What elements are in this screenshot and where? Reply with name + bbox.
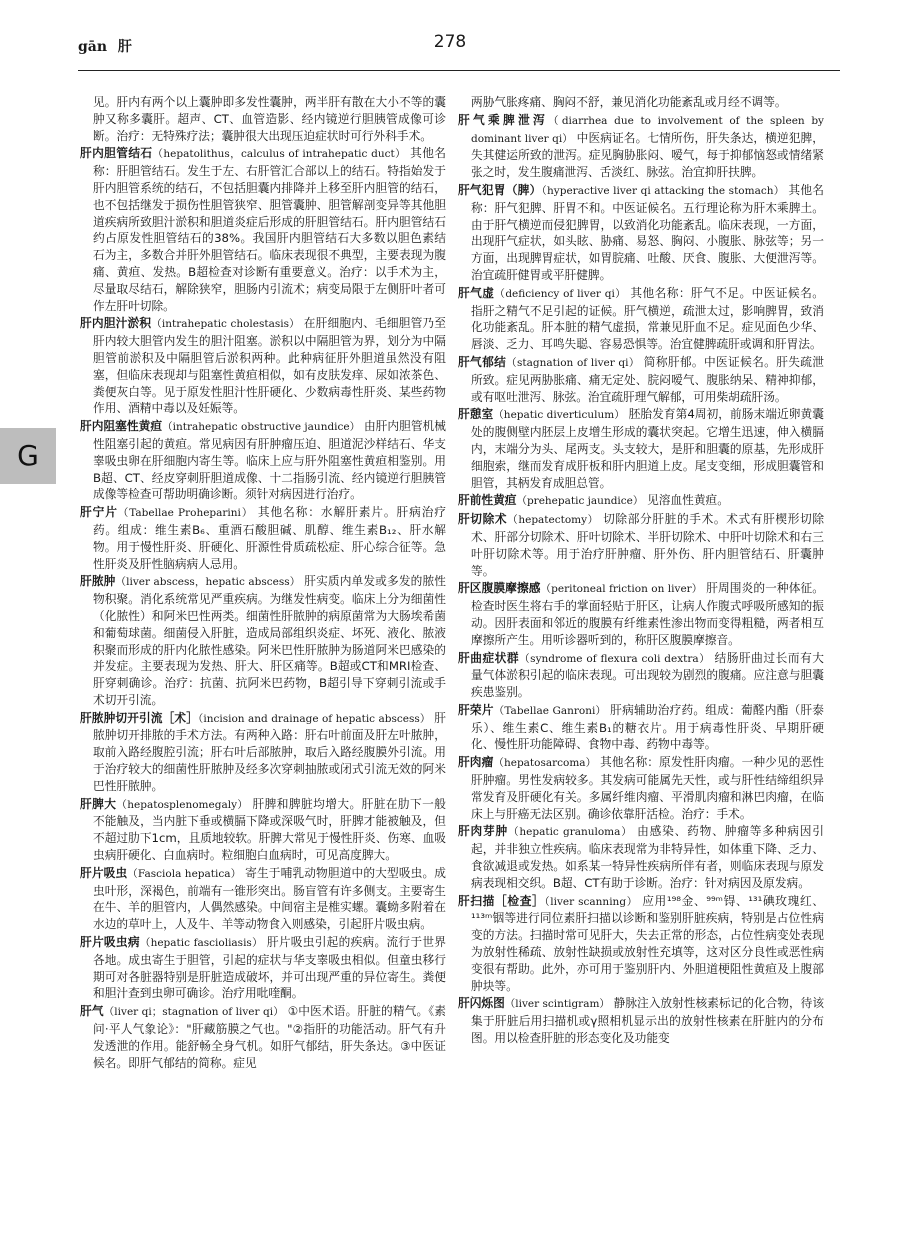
dictionary-entry (80, 573, 446, 708)
dictionary-entry (458, 511, 824, 579)
dictionary-entry (458, 580, 824, 648)
entry-english: （liver scintigram） (504, 998, 610, 1011)
entry-term: 肝闪烁图 (458, 996, 505, 1011)
dictionary-entry (80, 865, 446, 933)
entry-term: 肝前性黄疸 (458, 493, 517, 508)
dictionary-entry (80, 934, 446, 1002)
entry-term: 肝片吸虫 (80, 865, 128, 880)
entry-english: （Tabellae Proheparini） (117, 507, 254, 520)
entry-body: 其他名称：原发性肝肉瘤。一种少见的恶性肝肿瘤。男性发病较多。其发病可能属先天性，或与肝性结缔组织异常发育及肝硬化有关。多属纤维肉瘤、平滑肌肉瘤和淋巴肉瘤，在临床上与肝癌无法区别。确诊依靠肝活检。治疗：手术。 (471, 755, 824, 821)
entry-body: 简称肝郁。中医证候名。肝失疏泄所致。症见两胁胀痛、痛无定处、脘闷嗳气、腹胀纳呆、精神抑郁，或有呕吐泄泻、脉弦。治宜疏肝理气解郁，可用柴胡疏肝汤。 (471, 354, 824, 404)
entry-english: （hepatic diverticulum） (493, 409, 625, 422)
entry-english: （hepatolithus，calculus of intrahepatic duct） (152, 148, 407, 161)
entry-body: 肝病辅助治疗药。组成：葡醛内酯（肝泰乐）、维生素C、维生素B₁的糖衣片。用于病毒性肝炎、早期肝硬化、慢性肝功能障碍、食物中毒、药物中毒等。 (471, 702, 824, 752)
left-column (80, 94, 446, 1072)
entry-english: （Fasciola hepatica） (127, 867, 242, 880)
entry-term: 肝气乘脾泄泻 (458, 112, 549, 127)
dictionary-entry (458, 995, 824, 1046)
entry-term: 肝切除术 (458, 512, 508, 527)
entry-body: 应用¹⁹⁸金、⁹⁹ᵐ锝、¹³¹碘玫瑰红、¹¹³ᵐ铟等进行同位素肝扫描以诊断和鉴别肝脏疾病，特别是占位性病变的方法。扫描时常可见肝大，失去正常的形态，占位性病变处表现为放射性稀疏、放射性缺损或放射性充填等，这对区分良性或恶性病变很有帮助。此外，亦可用于鉴别肝内、外胆道梗阻性黄疸及上腹部肿块等。 (471, 893, 824, 993)
dictionary-entry (458, 823, 824, 891)
entry-english: （peritoneal friction on liver） (540, 583, 703, 596)
entry-term: 肝肉芽肿 (458, 824, 509, 839)
entry-body: 肝片吸虫引起的疾病。流行于世界各地。成虫寄生于胆管，引起的症状与华支睾吸虫相似。但童虫移行期可对各脏器特别是肝脏造成破坏，并可出现严重的异位寄生。粪便和胆汁查到虫卵可确诊。治疗用吡喹酮。 (93, 935, 446, 1001)
entry-body: 胚胎发育第4周初，前肠末端近卵黄囊处的腹侧壁内胚层上皮增生形成的囊状突起。它增生迅速，伸入横膈内，末端分为头、尾两支。头支较大，是肝和胆囊的原基，先形成肝细胞索，继而发育成肝板和肝内胆道上皮。尾支变细，形成胆囊管和胆管，其柄发育成胆总管。 (471, 407, 824, 490)
entry-term: 肝脓肿切开引流［术］ (80, 710, 199, 725)
entry-term: 肝片吸虫病 (80, 935, 140, 950)
dictionary-entry (458, 893, 824, 995)
dictionary-entry (80, 796, 446, 864)
dictionary-entry (80, 315, 446, 417)
entry-body: 中医病证名。七情所伤，肝失条达，横逆犯脾，失其健运所致的泄泻。症见胸胁胀闷、嗳气，每于抑郁恼怒或情绪紧张之时，发生腹痛泄泻、舌淡红、脉弦。治宜抑肝扶脾。 (471, 130, 824, 180)
right-column (458, 94, 824, 1048)
entry-body: 在肝细胞内、毛细胆管乃至肝内较大胆管内发生的胆汁阻塞。淤积以中隔胆管为界，划分为中隔胆管前淤积及中隔胆管后淤积两种。此种病征肝外胆道虽然没有阻塞，但临床表现却与阻塞性黄疸相似，如有皮肤发痒、尿如浓茶色、粪便灰白等。见于原发性胆汁性肝硬化、少数病毒性肝炎、某些药物作用、酒精中毒以及妊娠等。 (93, 316, 446, 416)
entry-term: 肝区腹膜摩擦感 (458, 581, 541, 596)
entry-english: （hepatosplenomegaly） (116, 798, 249, 811)
page-header (0, 30, 900, 74)
entry-body: 其他名称：肝胆管结石。发生于左、右肝管汇合部以上的结石。特指始发于肝内胆管系统的结石，不包括胆囊内排降并上移至肝内胆管的结石，也不包括继发于损伤性胆管狭窄、胆管囊肿、胆管解剖变异等其他胆道疾病所致胆汁淤积和胆道炎症后形成的肝胆管结石。肝内胆管结石约占原发性胆管结石的38%。我国肝内胆管结石大多数以胆色素结石为主，多数合并肝外胆管结石。临床表现很不典型，主要表现为腹痛、黄疸、发热。B超检查对诊断有重要意义。治疗：以手术为主，尽量取尽结石，解除狭窄，胆肠内引流术；病变局限于左侧肝叶者可作左肝叶切除。 (93, 146, 446, 313)
entry-english: （hepatectomy） (507, 514, 599, 527)
entry-body: 其他名称：肝气不足。中医证候名。指肝之精气不足引起的证候。肝气横逆，疏泄太过，影响脾胃，致消化功能紊乱。肝本脏的精气虚损，常兼见肝血不足。症见面色少华、唇淡、乏力、耳鸣失聪、容易恐惧等。治宜健脾疏肝或调和肝胃法。 (471, 285, 824, 352)
entry-english: （intrahepatic cholestasis） (151, 318, 300, 331)
entry-body: 见溶血性黄疸。 (643, 493, 729, 508)
entry-body: 由感染、药物、肿瘤等多种病因引起，并非独立性疾病。临床表现常为非特异性，如体重下降、乏力、食欲减退或发热。如系某一特异性疾病所伴有者，则临床表现与原发病表现相交织。B超、CT有助于诊断。治疗：针对病因及原发病。 (471, 824, 824, 890)
dictionary-entry (458, 112, 824, 181)
entry-body: 肝脓肿切开排脓的手术方法。有两种入路：肝右叶前面及肝左叶脓肿，取前入路经腹腔引流；肝右叶后部脓肿，取后入路经腹膜外引流。用于治疗较大的细菌性肝脓肿及经多次穿刺抽脓或闭式引流无效的阿米巴性肝脓肿。 (93, 710, 446, 793)
entry-term: 肝荣片 (458, 702, 494, 717)
entry-term: 肝宁片 (80, 505, 118, 520)
dictionary-entry (80, 418, 446, 503)
dictionary-entry (458, 650, 824, 701)
dictionary-entry (458, 182, 824, 284)
entry-term: 肝内胆管结石 (80, 146, 153, 161)
entry-body: 其他名称：水解肝素片。肝病治疗药。组成：维生素B₆、重酒石酸胆碱、肌醇、维生素B₁₂、肝水解物。用于慢性肝炎、肝硬化、肝源性骨质疏松症、肝心综合征等。急性肝炎及肝性脑病病人忌用。 (93, 505, 446, 571)
entry-english: （hepatic fascioliasis） (139, 937, 263, 950)
entry-body: 其他名称：肝气犯脾、肝胃不和。中医证候名。五行理论称为肝木乘脾土。由于肝气横逆而侵犯脾胃，以致消化功能紊乱。临床表现，一方面，出现肝气症状，如头眩、胁痛、易怒、胸闷、小腹胀、脉弦等；另一方面，出现脾胃症状，如胃脘痛、吐酸、厌食、腹胀、大便泄泻等。治宜疏肝健胃或平肝健脾。 (471, 182, 824, 282)
entry-term: 肝内阻塞性黄疸 (80, 419, 163, 434)
entry-body: 由肝内胆管机械性阻塞引起的黄疸。常见病因有肝肿瘤压迫、胆道泥沙样结石、华支睾吸虫卵在肝细胞内寄生等。临床上应与肝外阻塞性黄疸相鉴别。用B超、CT、经皮穿刺肝胆道成像、十二指肠引流、经内镜逆行胆胰管成像等检查可帮助明确诊断。须针对病因进行治疗。 (93, 419, 446, 502)
entry-body: 静脉注入放射性核素标记的化合物，待该集于肝脏后用扫描机或γ照相机显示出的放射性核素在肝脏内的分布图。用以检查肝脏的形态变化及功能变 (471, 996, 825, 1046)
entry-english: （hyperactive liver qi attacking the stomach） (541, 184, 785, 197)
entry-term: 肝脓肿 (80, 574, 116, 589)
entry-body: ①中医术语。肝脏的精气。《素问·平人气象论》："肝藏筋膜之气也。"②指肝的功能活动。肝气有升发透泄的作用。能舒畅全身气机。如肝气郁结，肝失条达。③中医证候名。即肝气郁结的简称。症见 (93, 1004, 446, 1070)
dictionary-entry (458, 406, 824, 491)
dictionary-entry (458, 754, 824, 822)
section-tab: G (0, 428, 56, 484)
dictionary-entry (458, 492, 824, 510)
dictionary-entry (80, 504, 446, 572)
dictionary-entry (458, 702, 824, 753)
dictionary-entry (80, 145, 446, 314)
entry-english: （intrahepatic obstructive jaundice） (162, 421, 361, 434)
entry-english: （Tabellae Ganroni） (493, 704, 607, 717)
entry-term: 肝曲症状群 (458, 650, 520, 665)
page-number: 278 (433, 32, 467, 52)
entry-body: 肝脾和脾脏均增大。肝脏在肋下一般不能触及，当内脏下垂或横膈下降或深吸气时，肝脾才能被触及，但不超过肋下1cm，且质地较软。肝脾大常见于慢性肝炎、伤寒、血吸虫病肝硬化、白血病时。粒细胞白血病时，可见高度脾大。 (93, 796, 446, 863)
entry-body: 见。肝内有两个以上囊肿即多发性囊肿，两半肝有散在大小不等的囊肿又称多囊肝。超声、CT、血管造影、经内镜逆行胆胰管成像可诊断。治疗：无特殊疗法；囊肿很大出现压迫症状时可行外科手术。 (93, 95, 446, 143)
entry-english: （liver scanning） (544, 895, 638, 908)
entry-term: 肝内胆汁淤积 (80, 316, 152, 331)
entry-body: 寄生于哺乳动物胆道中的大型吸虫。成虫叶形，深褐色，前端有一锥形突出。肠盲管有许多侧支。主要寄生在牛、羊的胆管内，人偶然感染。中间宿主是椎实螺。囊蚴多附着在水边的草叶上，人及牛、羊等动物食入则感染，引起肝片吸虫病。 (93, 865, 446, 932)
entry-term: 肝肉瘤 (458, 755, 494, 770)
header-rule (78, 70, 840, 71)
entry-english: （liver qi；stagnation of liver qi） (103, 1006, 284, 1019)
entry-term: 肝脾大 (80, 796, 117, 811)
entry-body: 肝周围炎的一种体征。检查时医生将右手的掌面轻贴于肝区，让病人作腹式呼吸所感知的振动。因肝表面和邻近的腹膜有纤维素性渗出物而变得粗糙，两者相互摩擦所产生。用听诊器听到的，称肝区腹膜摩擦音。 (471, 581, 824, 647)
entry-english: （hepatosarcoma） (493, 757, 597, 770)
entry-term: 肝憩室 (458, 407, 494, 422)
dictionary-entry (458, 285, 824, 353)
entry-continuation (458, 94, 824, 111)
entry-english: （stagnation of liver qi） (506, 356, 640, 369)
entry-body: 切除部分肝脏的手术。术式有肝楔形切除术、肝部分切除术、肝叶切除术、半肝切除术、中肝叶切除术和右三叶肝切除术等。用于治疗肝肿瘤、肝外伤、肝内胆管结石、肝囊肿等。 (471, 512, 825, 578)
entry-english: （diarrhea due to involvement of the spleen by dominant liver qi） (471, 114, 824, 145)
dictionary-entry (80, 710, 446, 795)
entry-english: （hepatic granuloma） (508, 826, 633, 839)
entry-term: 肝气 (80, 1004, 104, 1019)
running-head-char: 肝 (117, 39, 132, 55)
running-head-pinyin: gān (78, 39, 108, 55)
entry-body: 结肠肝曲过长而有大量气体淤积引起的临床表现。可出现较为剧烈的腹痛。应注意与胆囊疾患鉴别。 (471, 650, 824, 700)
entry-body: 肝实质内单发或多发的脓性物积聚。消化系统常见严重疾病。为继发性病变。临床上分为细菌性（化脓性）和阿米巴性两类。细菌性肝脓肿的病原菌常为大肠埃希菌和葡萄球菌。细菌侵入肝脏，造成局部组织炎症、坏死、液化、脓液积聚而形成的肝内化脓性感染。阿米巴性肝脓肿为肠道阿米巴感染的并发症。主要表现为发热、肝大、肝区痛等。B超或CT和MRI检查、肝穿刺确诊。治疗：抗菌、抗阿米巴药物，B超引导下穿刺引流或手术切开引流。 (93, 574, 446, 707)
entry-english: （deficiency of liver qi） (494, 287, 627, 300)
entry-term: 肝气虚 (458, 285, 495, 300)
entry-term: 肝气犯胃（脾） (458, 182, 542, 197)
dictionary-entry (80, 1003, 446, 1071)
entry-continuation (80, 94, 446, 144)
dictionary-entry (458, 354, 824, 405)
entry-body: 两胁气胀疼痛、胸闷不舒，兼见消化功能紊乱或月经不调等。 (471, 95, 787, 109)
entry-term: 肝扫描［检查］ (458, 893, 545, 908)
entry-english: （liver abscess，hepatic abscess） (115, 576, 301, 589)
entry-english: （prehepatic jaundice） (516, 495, 644, 508)
entry-english: （syndrome of flexura coli dextra） (519, 652, 711, 665)
entry-english: （incision and drainage of hepatic abscess） (198, 712, 431, 725)
entry-term: 肝气郁结 (458, 354, 507, 369)
